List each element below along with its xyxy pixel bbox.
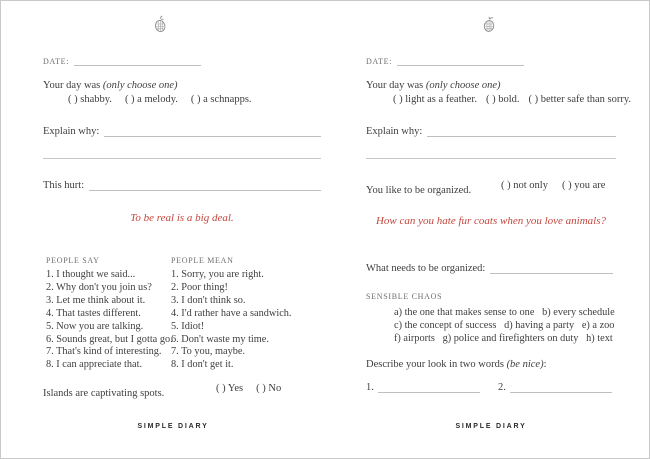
people-mean-header: PEOPLE MEAN (171, 256, 234, 265)
organize-field (366, 263, 613, 274)
explain-field (366, 126, 616, 137)
two-words-blanks (366, 382, 616, 393)
islands-options (216, 383, 281, 394)
footer-right: SIMPLE DIARY (455, 423, 527, 430)
organized-options (501, 180, 605, 191)
sensible-chaos-header: SENSIBLE CHAOS (366, 292, 443, 301)
list-item: ( ) you are (561, 180, 606, 191)
date-blank-line (74, 55, 201, 66)
date-blank-line (397, 55, 524, 66)
hurt-field (43, 180, 321, 191)
blank1-line (378, 382, 480, 393)
list-item: f) airports g) police and firefighters on duty h) text (394, 333, 613, 345)
islands-prompt: Islands are captivating spots. (43, 388, 165, 399)
ruled-line (366, 149, 616, 159)
blank1-number: 1. (366, 382, 374, 393)
berry-icon (482, 15, 497, 34)
list-item: 7. To you, maybe. (171, 346, 246, 358)
list-item: ( ) not only (501, 180, 548, 191)
explain-label: Explain why: (366, 126, 423, 137)
ruled-line (43, 149, 321, 159)
explain-blank-line (104, 126, 321, 137)
list-item: ( ) light as a feather. (393, 94, 477, 105)
list-item: 4. I'd rather have a sandwich. (171, 307, 292, 319)
list-item: 4. That tastes different. (46, 307, 141, 319)
list-item: 2. Poor thing! (171, 281, 228, 293)
day-options (393, 94, 631, 105)
organize-label: What needs to be organized: (366, 263, 486, 274)
berry-icon (153, 15, 168, 34)
people-say-list (46, 269, 173, 372)
day-prompt: Your day was (only choose one) (43, 80, 178, 91)
people-say-header: PEOPLE SAY (46, 256, 100, 265)
describe-prompt: Describe your look in two words (be nice): (366, 359, 547, 370)
date-field (43, 55, 201, 66)
list-item: ( ) No (256, 383, 282, 394)
explain-label: Explain why: (43, 126, 100, 137)
list-item: 8. I don't get it. (171, 359, 234, 371)
explain-blank-line (427, 126, 616, 137)
list-item: ( ) better safe than sorry. (528, 94, 632, 105)
list-item: ( ) Yes (216, 383, 244, 394)
list-item: ( ) bold. (485, 94, 520, 105)
list-item: a) the one that makes sense to one b) every schedule (394, 307, 615, 318)
blank2-line (510, 382, 612, 393)
list-item: ( ) a melody. (124, 94, 178, 105)
list-item: 7. That's kind of interesting. (46, 346, 162, 358)
chaos-options (394, 306, 626, 346)
list-item: 5. Now you are talking. (46, 320, 144, 332)
quote-right: How can you hate fur coats when you love animals? (375, 215, 607, 227)
list-item: 6. Don't waste my time. (171, 333, 269, 345)
list-item: 2. Why don't you join us? (46, 281, 152, 293)
footer-left: SIMPLE DIARY (137, 423, 209, 430)
list-item: c) the concept of success d) having a party e) a zoo (394, 320, 615, 332)
organize-blank-line (490, 263, 613, 274)
day-prompt: Your day was (only choose one) (366, 80, 501, 91)
list-item: 8. I can appreciate that. (46, 359, 143, 371)
quote-left: To be real is a big deal. (130, 212, 234, 224)
hurt-blank-line (89, 180, 321, 191)
organized-prompt: You like to be organized. (366, 185, 472, 196)
hurt-label: This hurt: (43, 180, 85, 191)
explain-field (43, 126, 321, 137)
organized-row (366, 180, 616, 198)
date-label: DATE: (43, 57, 70, 66)
list-item: 3. I don't think so. (171, 294, 246, 306)
list-item: 6. Sounds great, but I gotta go. (46, 333, 173, 345)
blank2-number: 2. (498, 382, 506, 393)
list-item: 3. Let me think about it. (46, 294, 146, 306)
date-label: DATE: (366, 57, 393, 66)
list-item: 1. I thought we said... (46, 269, 136, 280)
day-options (68, 94, 252, 105)
date-field (366, 55, 524, 66)
people-mean-list (171, 269, 292, 372)
islands-row (43, 383, 321, 401)
list-item: 5. Idiot! (171, 320, 205, 332)
list-item: ( ) shabby. (68, 94, 112, 105)
list-item: 1. Sorry, you are right. (171, 269, 264, 280)
list-item: ( ) a schnapps. (190, 94, 252, 105)
